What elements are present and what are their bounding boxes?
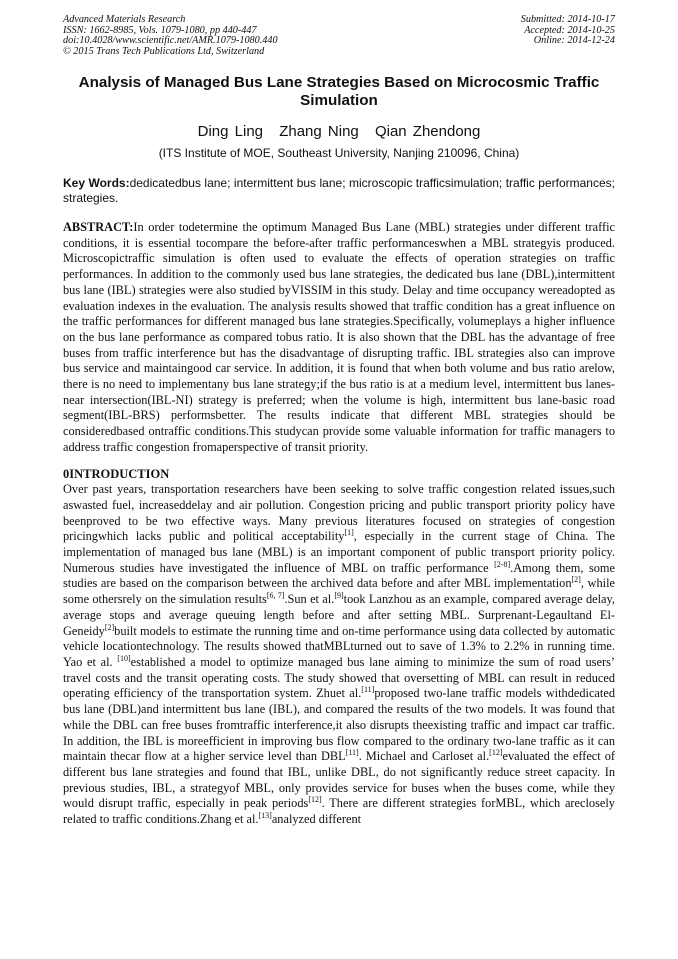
- journal-doi: doi:10.4028/www.scientific.net/AMR.1079-1080.440: [63, 35, 278, 46]
- keywords-label: Key Words:: [63, 176, 130, 190]
- section-heading: 0INTRODUCTION: [63, 466, 170, 481]
- intro-text: , while some othersrely on the simulation results: [63, 576, 615, 607]
- citation-ref: [12]: [308, 795, 322, 805]
- header-right: [521, 15, 615, 57]
- journal-header: [63, 15, 615, 57]
- intro-text: .Among them, some studies are based on the comparison between the archived data before and after MBL implementation: [63, 560, 616, 591]
- author-name: Ding Ling: [197, 123, 264, 140]
- author-name: Zhang Ning: [279, 123, 359, 140]
- introduction-body: [63, 482, 615, 827]
- citation-ref: [11]: [345, 748, 359, 758]
- citation-ref: [12]: [489, 748, 503, 758]
- intro-text: . Michael and Carloset al.: [358, 749, 490, 764]
- abstract: [63, 220, 615, 456]
- header-left: [63, 15, 278, 57]
- author-list: [63, 123, 615, 140]
- affiliation: (ITS Institute of MOE, Southeast University, Nanjing 210096, China): [158, 146, 520, 160]
- intro-text: . There are different strategies forMBL, which areclosely related to traffic conditions.Zhang et al.: [63, 796, 615, 827]
- journal-copyright: © 2015 Trans Tech Publications Ltd, Switzerland: [63, 45, 265, 57]
- keywords: [63, 176, 615, 206]
- intro-text: Over past years, transportation researchers have been seeking to solve traffic congestion related issues,such aswasted fuel, increaseddelay and air pollution. Congestion pricing and public transport priority policy have beenproved to be two effective ways. Many previous literatures focused on strategies of congestion pricingwhich lacks public and political acceptability: [63, 482, 615, 544]
- author-name: Qian Zhendong: [374, 123, 481, 140]
- abstract-label: ABSTRACT:: [63, 220, 134, 234]
- journal-issn: ISSN: 1662-8985, Vols. 1079-1080, pp 440-447: [63, 24, 257, 36]
- intro-text: built models to estimate the running time and on-time performance using data collected by automatic vehicle locationtechnology. The results showed thatMBLturned out to save of 1.3% to 2.2% in running time. Yao et al.: [63, 623, 615, 669]
- keywords-text: dedicatedbus lane; intermittent bus lane; microscopic trafficsimulation; traffic performances; strategies.: [63, 176, 615, 205]
- citation-ref: [2]: [104, 622, 115, 632]
- citation-ref: [10]: [117, 653, 131, 663]
- intro-text: took Lanzhou as an example, compared average delay, average stops and average queuing length before and after setting MBL. Surprenant-Legaultand El-Geneidy: [63, 592, 615, 638]
- intro-text: analyzed different: [271, 812, 362, 827]
- citation-ref: [6, 7]: [266, 591, 285, 601]
- citation-ref: [2]: [571, 575, 581, 585]
- date-accepted: Accepted: 2014-10-25: [524, 24, 615, 36]
- citation-ref: [1]: [344, 528, 354, 538]
- citation-ref: [13]: [258, 810, 272, 820]
- paper-page: [63, 15, 615, 828]
- intro-text: proposed two-lane traffic models withdedicated bus lane (DBL)and intermittent bus lane (IBL), and compared the results of the two models. It was found that while the DBL can free buses fromtraffic interference,it also disrupts theexisting traffic and impact car traffic. In addition, the IBL is moreefficient in improving bus flow compared to the ordinary two-lane traffic as it can maintain thecar flow at a higher service level than DBL: [63, 686, 615, 764]
- intro-text: , especially in the current stage of China. The implementation of managed bus lane (MBL) is an important component of public transport priority policy. Numerous studies have investigated the influence of MBL on traffic performance: [63, 529, 615, 575]
- abstract-text: In order todetermine the optimum Managed Bus Lane (MBL) strategies under different traffic conditions, it is essential tocompare the before-after traffic performanceswhen a MBL strategyis produced. Microscopictraffic simulation is often used to evaluate the effects of operation strategies on traffic performances. In addition to the commonly used bus lane strategies, the dedicated bus lane (DBL),intermittent bus lane (IBL) strategies were also studied byVISSIM in this study. Delay and time occupancy wereadopted as evaluation indexes in the evaluation. The analysis results showed that traffic condition has a great influence on the traffic performances for different managed bus lane strategies.Specifically, volumeplays a higher influence on the bus lane performance as compared tobus ratio. It is also shown that the DBL has the advantage of free buses from traffic interference but has the disadvantage of disrupting traffic. IBL strategies also can improve bus service and maintaingood car service. In addition, it is found that when both volume and bus ratio arelow, there is no need to implementany bus lane strategy;if the bus ratio is at a medium level, intermittent bus lanes-near intersection(IBL-NI) strategy is preferred; when the volume is high, intermittent bus lane-basic road segment(IBL-BRS) performsbetter. The results indicate that different MBL strategies should be consideredbased ontraffic conditions.This studycan provide some valuable information for traffic managers to address traffic congestion fromaperspective of transit priority.: [63, 220, 615, 454]
- citation-ref: [11]: [361, 685, 375, 695]
- date-submitted: Submitted: 2014-10-17: [520, 14, 615, 25]
- intro-text: evaluated the effect of different bus lane strategies and found that IBL, unlike DBL, do not significantly reduce street capacity. In previous studies, IBL, a strategyof MBL, only provides service for buses when the buses come, while they would disrupt traffic, especially in peak periods: [63, 749, 615, 811]
- intro-text: established a model to optimize managed bus lane aiming to minimize the sum of road users’ travel costs and the transit operating costs. The study showed that oversetting of MBL can result in reduced operating efficiency of the transportation system. Zhuet al.: [63, 654, 615, 701]
- paper-title: Analysis of Managed Bus Lane Strategies Based on Microcosmic Traffic Simulation: [78, 74, 600, 109]
- journal-name: Advanced Materials Research: [63, 14, 186, 25]
- citation-ref: [9]: [334, 591, 344, 601]
- intro-text: .Sun et al.: [284, 592, 335, 607]
- citation-ref: [2-8]: [494, 559, 511, 569]
- date-online: Online: 2014-12-24: [533, 35, 615, 46]
